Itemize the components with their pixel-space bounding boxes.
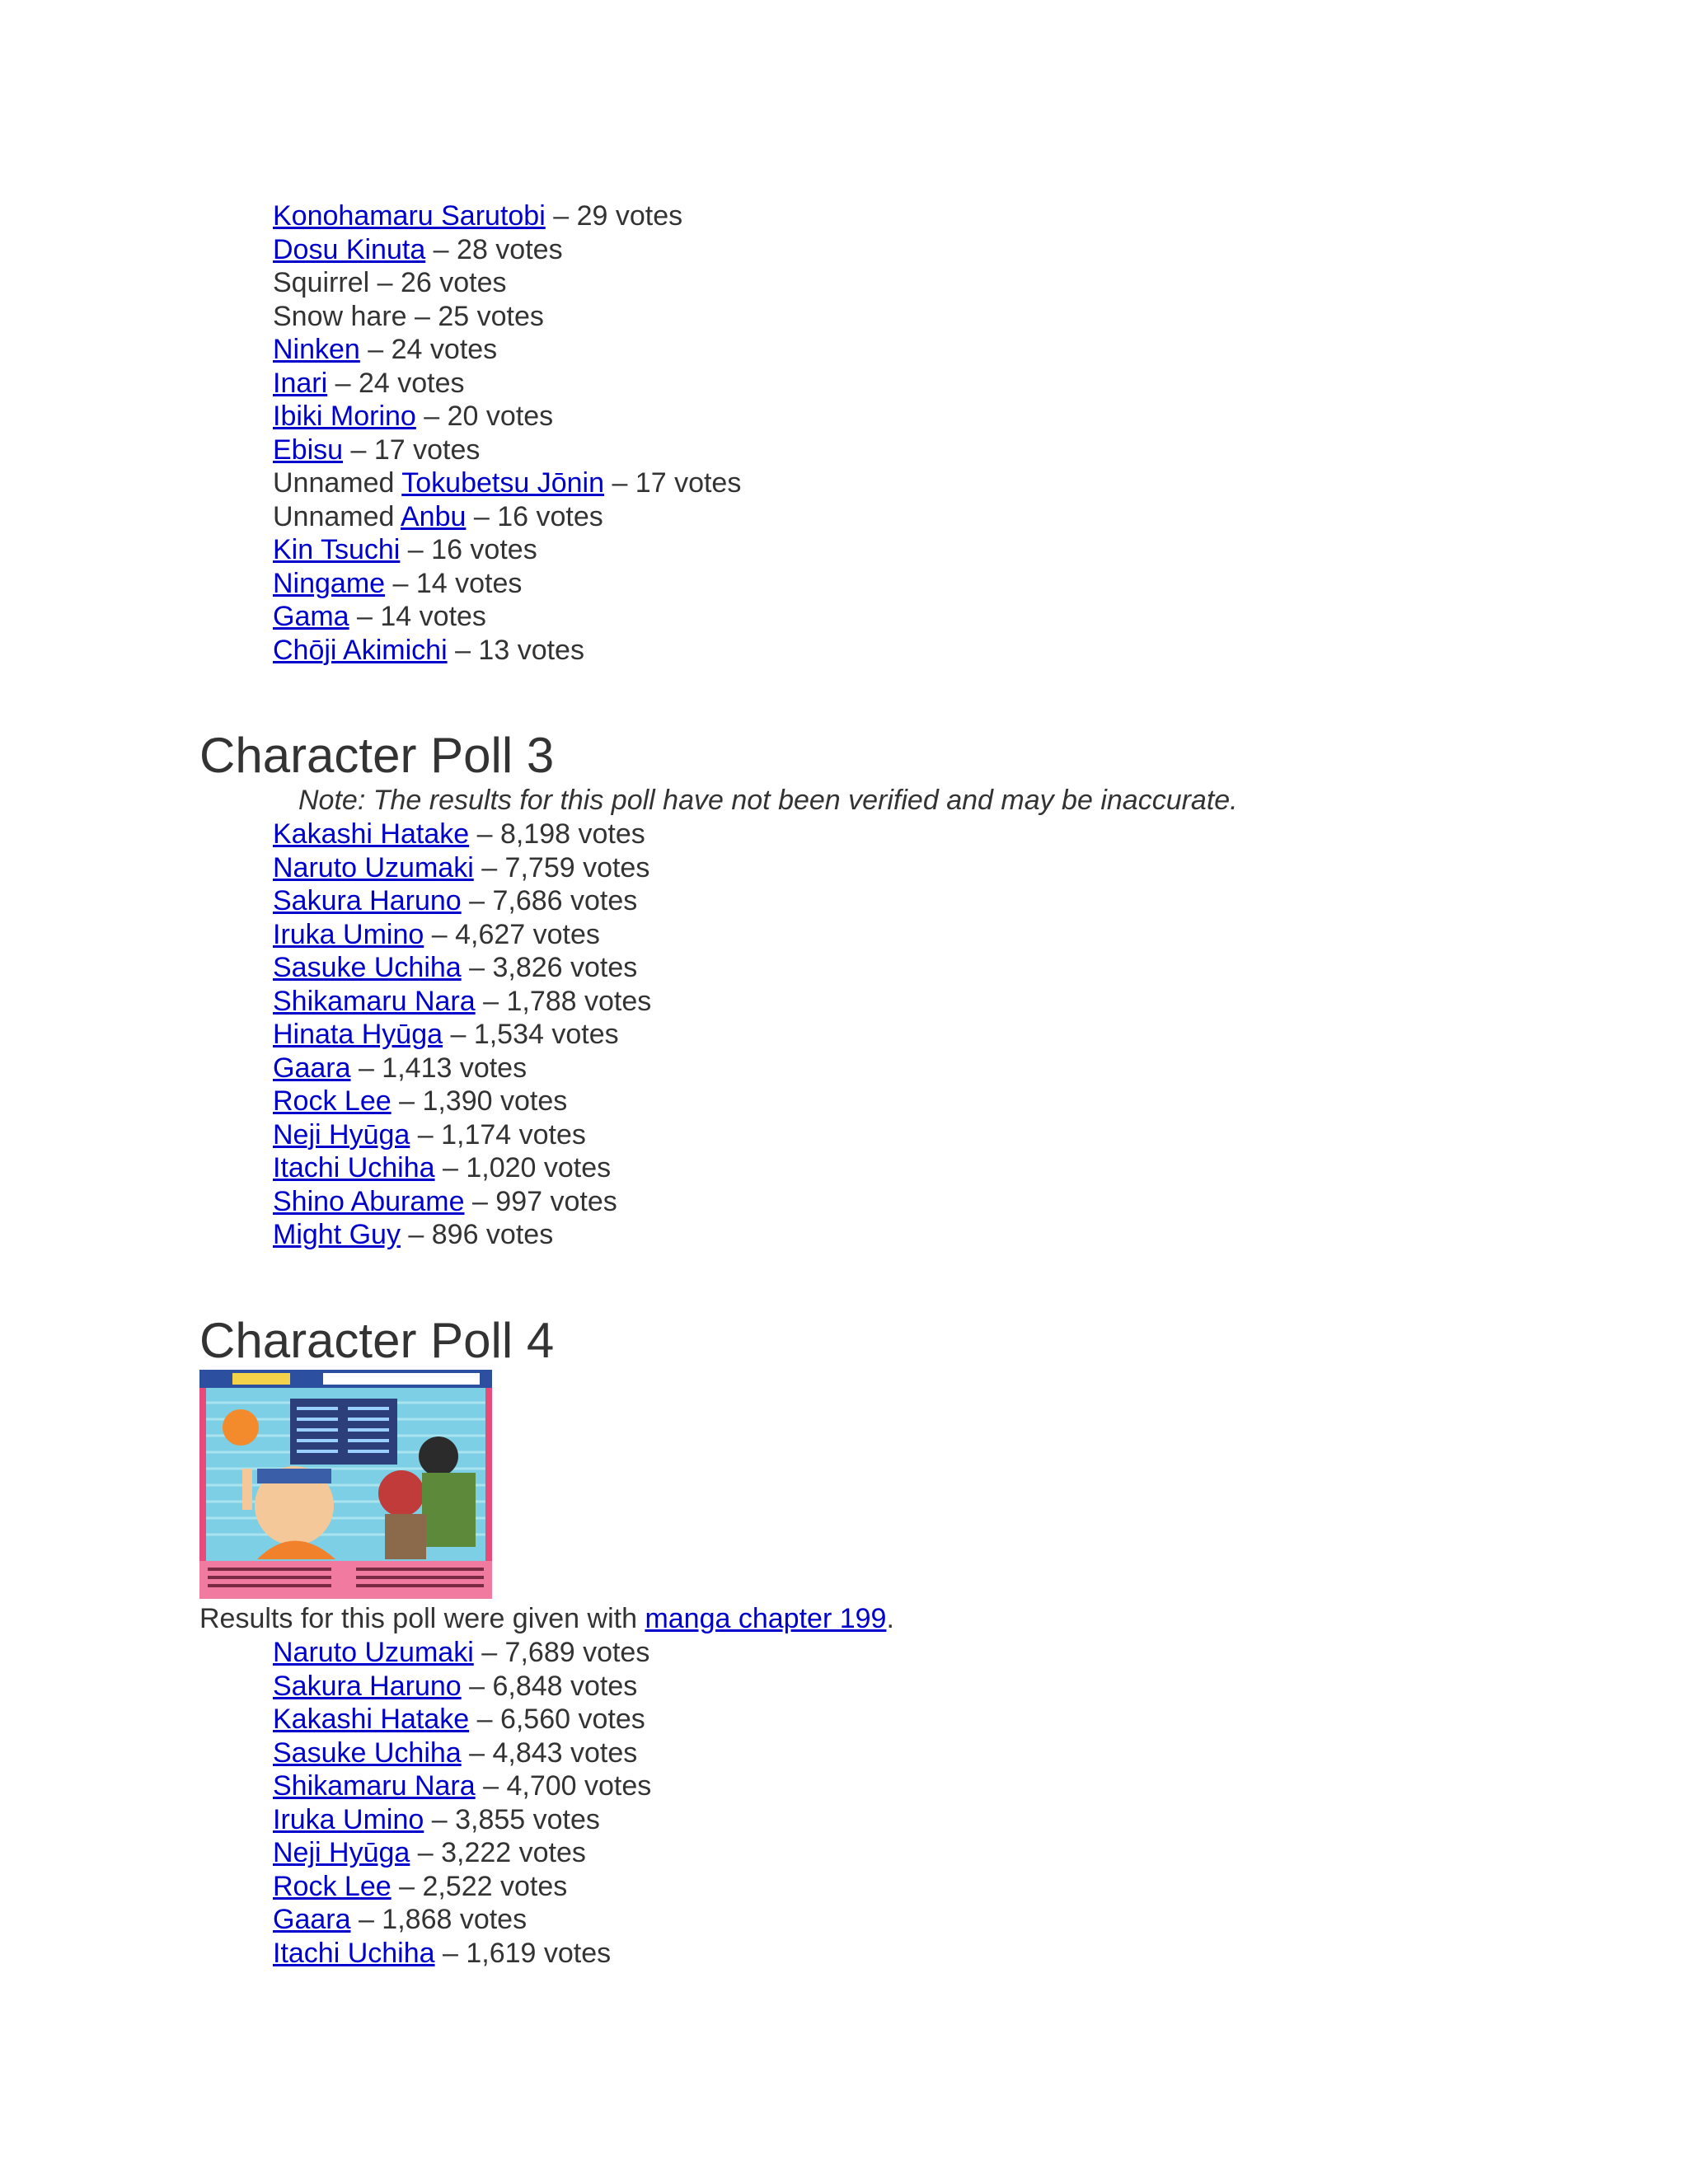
vote-count-text: – 7,759 votes (473, 851, 650, 883)
character-link[interactable]: Neji Hyūga (273, 1837, 410, 1868)
list-item-text (273, 1118, 586, 1152)
vote-count-text: – 896 votes (400, 1219, 554, 1250)
character-link[interactable]: Sasuke Uchiha (273, 952, 462, 983)
list-item-text (273, 884, 637, 918)
vote-count-text: – 17 votes (604, 467, 742, 499)
list-item-text (273, 1185, 617, 1219)
item-prefix-text: Snow hare – 25 votes (273, 300, 544, 332)
vote-count-text: – 14 votes (349, 601, 486, 632)
vote-count-text: – 20 votes (415, 401, 554, 432)
vote-count-text: – 24 votes (359, 334, 498, 365)
item-prefix-text: Unnamed (273, 500, 401, 532)
character-link[interactable]: Ninken (273, 334, 360, 365)
vote-count-text: – 17 votes (343, 434, 481, 466)
character-link[interactable]: Itachi Uchiha (273, 1937, 435, 1969)
list-item-text (273, 918, 600, 952)
character-link[interactable]: Neji Hyūga (273, 1118, 410, 1151)
list-item-text (273, 500, 603, 534)
character-link[interactable]: Shikamaru Nara (273, 1770, 476, 1802)
character-link[interactable]: Ebisu (273, 434, 344, 466)
character-link[interactable]: Shikamaru Nara (273, 985, 476, 1017)
character-link[interactable]: Might Guy (273, 1219, 401, 1250)
manga-poll-poster-image (199, 1370, 492, 1599)
list-item-text (273, 818, 645, 851)
vote-count-text: – 3,826 votes (461, 952, 638, 983)
vote-count-text: – 28 votes (425, 233, 563, 265)
list-item-text (273, 951, 637, 985)
character-link[interactable]: Kakashi Hatake (273, 1704, 470, 1735)
vote-count-text: – 1,390 votes (391, 1085, 568, 1117)
character-link[interactable]: Sasuke Uchiha (273, 1736, 462, 1769)
character-link[interactable]: Ibiki Morino (273, 401, 416, 432)
poll-4-results-line (199, 1602, 894, 1635)
vote-count-text: – 13 votes (447, 634, 584, 666)
list-item-text (273, 1151, 611, 1185)
character-link[interactable]: Sakura Haruno (273, 1670, 462, 1702)
poll-3-note: Note: The results for this poll have not been verified and may be inaccurate. (298, 785, 1238, 816)
vote-count-text: – 6,560 votes (469, 1704, 645, 1735)
vote-count-text: – 1,020 votes (434, 1152, 612, 1183)
list-item-text (273, 1903, 527, 1937)
character-link[interactable]: Shino Aburame (273, 1185, 465, 1217)
list-item-text (273, 634, 584, 668)
list-item-text (273, 333, 497, 367)
vote-count-text: – 7,686 votes (461, 885, 638, 916)
vote-count-text: – 8,198 votes (469, 818, 645, 850)
character-link[interactable]: Konohamaru Sarutobi (273, 200, 546, 232)
vote-count-text: – 4,627 votes (424, 918, 600, 950)
vote-count-text: – 16 votes (466, 500, 603, 532)
list-item-text (273, 1636, 649, 1670)
character-link[interactable]: Rock Lee (273, 1085, 392, 1117)
character-link[interactable]: Gaara (273, 1904, 351, 1935)
poll-4-heading: Character Poll 4 (199, 1313, 555, 1368)
list-item-text (273, 1870, 567, 1904)
vote-count-text: – 2,522 votes (391, 1870, 568, 1902)
list-item-text (273, 266, 507, 300)
vote-count-text: – 16 votes (400, 534, 537, 565)
vote-count-text: – 997 votes (464, 1185, 617, 1217)
list-item-text (273, 1085, 567, 1118)
vote-count-text: – 1,174 votes (410, 1118, 586, 1151)
list-item-text (273, 466, 741, 500)
list-item-text (273, 533, 537, 567)
vote-count-text: – 4,700 votes (475, 1770, 652, 1802)
manga-chapter-link[interactable]: manga chapter 199 (645, 1603, 887, 1634)
vote-count-text: – 1,619 votes (434, 1937, 612, 1969)
character-link[interactable]: Ningame (273, 567, 386, 599)
list-item-text (273, 199, 682, 233)
list-item-text (273, 851, 649, 885)
vote-count-text: – 1,413 votes (350, 1052, 528, 1084)
list-item-text (273, 1836, 586, 1870)
item-prefix-text: Squirrel – 26 votes (273, 267, 507, 298)
vote-count-text: – 24 votes (327, 367, 465, 399)
list-item-text (273, 1052, 527, 1085)
character-link[interactable]: Gama (273, 601, 349, 632)
character-link[interactable]: Chōji Akimichi (273, 634, 448, 666)
vote-count-text: – 3,855 votes (424, 1803, 600, 1835)
list-item-text (273, 1736, 637, 1770)
vote-count-text: – 1,534 votes (443, 1019, 619, 1050)
poster-illustration (199, 1370, 492, 1599)
list-item-text (273, 1937, 611, 1971)
character-link[interactable]: Iruka Umino (273, 918, 424, 950)
item-prefix-text: Unnamed (273, 467, 402, 499)
vote-count-text: – 1,788 votes (475, 985, 652, 1017)
character-link[interactable]: Kin Tsuchi (273, 534, 401, 565)
list-item-text (273, 567, 522, 601)
character-link[interactable]: Inari (273, 367, 328, 399)
character-link[interactable]: Naruto Uzumaki (273, 851, 474, 883)
list-item-text (273, 1803, 600, 1837)
vote-count-text: – 7,689 votes (473, 1637, 650, 1668)
character-link[interactable]: Tokubetsu Jōnin (401, 467, 604, 499)
results-prefix-text: Results for this poll were given with (199, 1603, 645, 1634)
list-item-text (273, 233, 563, 267)
results-suffix-text: . (886, 1603, 894, 1634)
character-link[interactable]: Naruto Uzumaki (273, 1637, 474, 1668)
vote-count-text: – 14 votes (385, 567, 523, 599)
vote-count-text: – 6,848 votes (461, 1670, 638, 1702)
character-link[interactable]: Sakura Haruno (273, 885, 462, 916)
list-item-text (273, 434, 480, 467)
list-item-text (273, 367, 464, 401)
vote-count-text: – 29 votes (545, 200, 683, 232)
list-item-text (273, 1670, 637, 1704)
list-item-text (273, 600, 486, 634)
character-link[interactable]: Hinata Hyūga (273, 1019, 443, 1050)
vote-count-text: – 4,843 votes (461, 1736, 638, 1769)
poll-3-heading: Character Poll 3 (199, 728, 555, 783)
character-link[interactable]: Anbu (401, 500, 467, 532)
vote-count-text: – 3,222 votes (410, 1837, 586, 1868)
character-link[interactable]: Iruka Umino (273, 1803, 424, 1835)
character-link[interactable]: Kakashi Hatake (273, 818, 470, 850)
character-link[interactable]: Gaara (273, 1052, 351, 1084)
vote-count-text: – 1,868 votes (350, 1904, 528, 1935)
character-link[interactable]: Itachi Uchiha (273, 1152, 435, 1183)
list-item-text (273, 1018, 619, 1052)
list-item-text (273, 985, 651, 1019)
list-item-text (273, 1218, 553, 1252)
character-link[interactable]: Dosu Kinuta (273, 233, 426, 265)
character-link[interactable]: Rock Lee (273, 1870, 392, 1902)
list-item-text (273, 400, 553, 434)
list-item-text (273, 1703, 645, 1736)
list-item-text (273, 1769, 651, 1803)
list-item-text (273, 300, 544, 334)
